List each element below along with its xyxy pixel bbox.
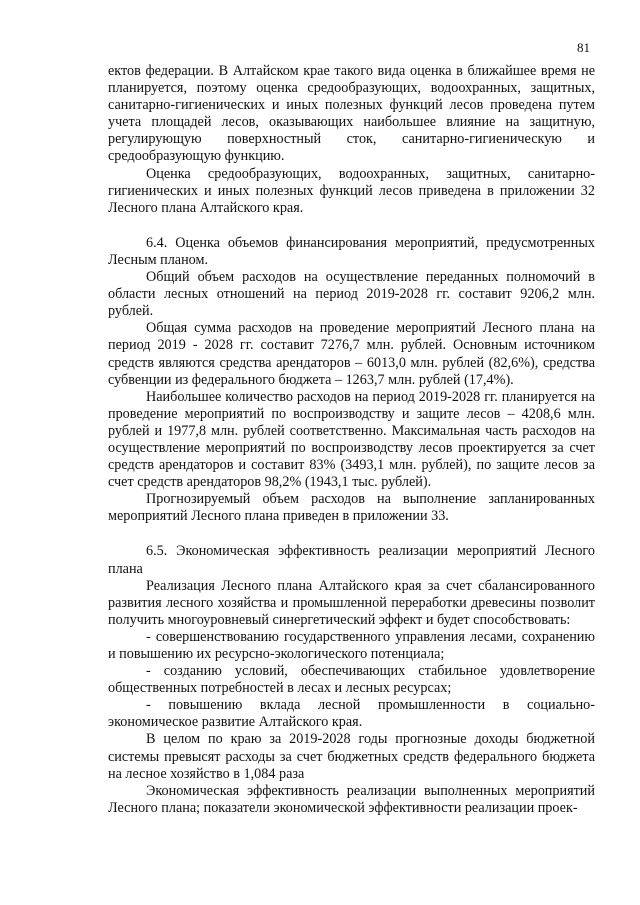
list-item-2: - созданию условий, обеспечивающих стабильное удовлетворение общественных потребностей в лесах и лесных ресурсах; (108, 663, 595, 697)
document-body (108, 63, 595, 817)
paragraph-3: Общий объем расходов на осуществление переданных полномочий в области лесных отношений на период 2019-2028 гг. составит 9206,2 млн. рублей. (108, 269, 595, 320)
paragraph-1: ектов федерации. В Алтайском крае такого вида оценка в ближайшее время не планируется, поэтому оценка средообразующих, водоохранных, защитных, санитарно-гигиенических и иных полезных функций лесов проведена путем учета площадей лесов, оказывающих наибольшее влияние на защитную, регулирующую поверхностный сток, санитарно-гигиеническую и средообразующую функцию. (108, 63, 595, 165)
paragraph-9: Экономическая эффективность реализации выполненных мероприятий Лесного плана; показатели экономической эффективности реализации проек- (108, 782, 595, 816)
section-heading-6-4: 6.4. Оценка объемов финансирования мероприятий, предусмотренных Лесным планом. (108, 234, 595, 268)
paragraph-7: Реализация Лесного плана Алтайского края за счет сбалансированного развития лесного хозяйства и промышленной переработки древесины позволит получить многоуровневый синергетический эффект и будет способствовать: (108, 577, 595, 628)
paragraph-6: Прогнозируемый объем расходов на выполнение запланированных мероприятий Лесного плана приведен в приложении 33. (108, 491, 595, 525)
paragraph-5: Наибольшее количество расходов на период 2019-2028 гг. планируется на проведение мероприятий по воспроизводству и защите лесов – 4208,6 млн. рублей и 1977,8 млн. рублей соответственно. Максимальная часть расходов на осуществление мероприятий по воспроизводству лесов проектируется за счет средств арендаторов и составит 83% (3493,1 млн. рублей), по защите лесов за счет средств арендаторов 98,2% (1943,1 тыс. рублей). (108, 388, 595, 491)
list-item-3: - повышению вклада лесной промышленности в социально-экономическое развитие Алтайского края. (108, 697, 595, 731)
page-number: 81 (577, 40, 590, 55)
section-heading-6-5: 6.5. Экономическая эффективность реализации мероприятий Лесного плана (108, 543, 595, 577)
paragraph-4: Общая сумма расходов на проведение мероприятий Лесного плана на период 2019 - 2028 гг. составит 7276,7 млн. рублей. Основным источником средств являются средства арендаторов – 6013,0 млн. рублей (82,6%), средства субвенции из федерального бюджета – 1263,7 млн. рублей (17,4%). (108, 320, 595, 388)
list-item-1: - совершенствованию государственного управления лесами, сохранению и повышению их ресурсно-экологического потенциала; (108, 628, 595, 662)
paragraph-8: В целом по краю за 2019-2028 годы прогнозные доходы бюджетной системы превысят расходы за счет бюджетных средств федерального бюджета на лесное хозяйство в 1,084 раза (108, 731, 595, 782)
paragraph-2: Оценка средообразующих, водоохранных, защитных, санитарно-гигиенических и иных полезных функций лесов приведена в приложении 32 Лесного плана Алтайского края. (108, 165, 595, 216)
